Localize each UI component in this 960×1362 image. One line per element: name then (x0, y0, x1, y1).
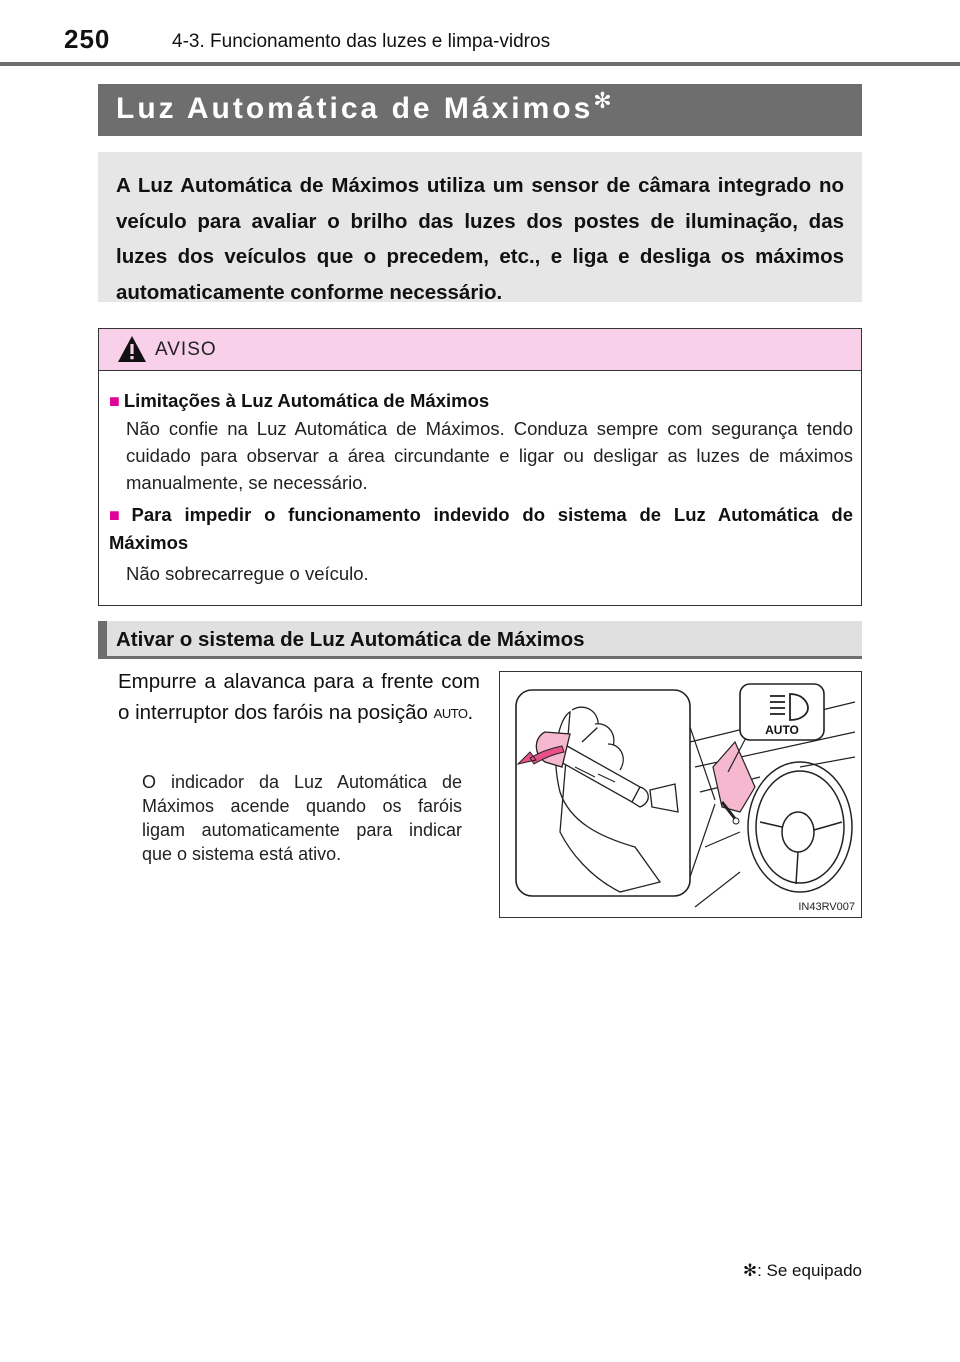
warning-item-title: ■ Para impedir o funcionamento indevido do sistema de Luz Automática de Máximos (109, 504, 853, 553)
warning-item-body: Não confie na Luz Automática de Máximos. Conduza sempre com segurança tendo cuidado para observar a área circundante e ligar ou desligar as luzes de máximos manualmente, se necessário. (126, 418, 853, 493)
step-text: Empurre a alavanca para a frente com o interruptor dos faróis na posição (118, 670, 480, 724)
footnote (743, 1261, 862, 1281)
footnote-marker: ✻ (742, 1261, 758, 1280)
bullet-square-icon: ■ (109, 391, 120, 411)
illustration-figure (499, 671, 862, 918)
page-number: 250 (64, 24, 111, 54)
headlight-lever-illustration (500, 672, 861, 917)
footnote-text: : Se equipado (757, 1261, 862, 1280)
steering-wheel (748, 762, 852, 892)
equipped-marker: ✻ (593, 88, 612, 113)
warning-item (109, 387, 853, 496)
intro-box (98, 152, 862, 302)
warning-item-body: Não sobrecarregue o veículo. (126, 563, 369, 584)
page-title (116, 88, 612, 126)
chapter-title: 4-3. Funcionamento das luzes e limpa-vidros (172, 31, 551, 52)
warning-item-title: ■ Limitações à Luz Automática de Máximos (109, 390, 490, 411)
page-title-text: Luz Automática de Máximos (116, 92, 594, 125)
header-divider (0, 62, 960, 66)
warning-triangle-icon (117, 335, 147, 363)
auto-symbol: AUTO (433, 706, 468, 721)
intro-text: A Luz Automática de Máximos utiliza um sensor de câmara integrado no veículo para avaliar o brilho das luzes dos postes de iluminação, das luzes dos veículos que o precedem, etc., e liga e desliga os máximos automaticamente conforme necessário. (116, 174, 844, 304)
step-instruction (118, 666, 480, 729)
section-heading (98, 621, 862, 659)
warning-item (109, 501, 853, 587)
bullet-square-icon: ■ (109, 505, 128, 525)
step-end: . (467, 701, 474, 724)
warning-header (99, 329, 861, 371)
page-title-bar (98, 84, 862, 136)
step-note: O indicador da Luz Automática de Máximos acende quando os faróis ligam automaticamente para indicar que o sistema está ativo. (142, 772, 462, 864)
figure-code: IN43RV007 (798, 901, 855, 913)
warning-box (98, 328, 862, 606)
warning-label: AVISO (155, 339, 217, 360)
auto-indicator-label: AUTO (765, 723, 799, 737)
section-title: Ativar o sistema de Luz Automática de Máximos (116, 628, 585, 651)
